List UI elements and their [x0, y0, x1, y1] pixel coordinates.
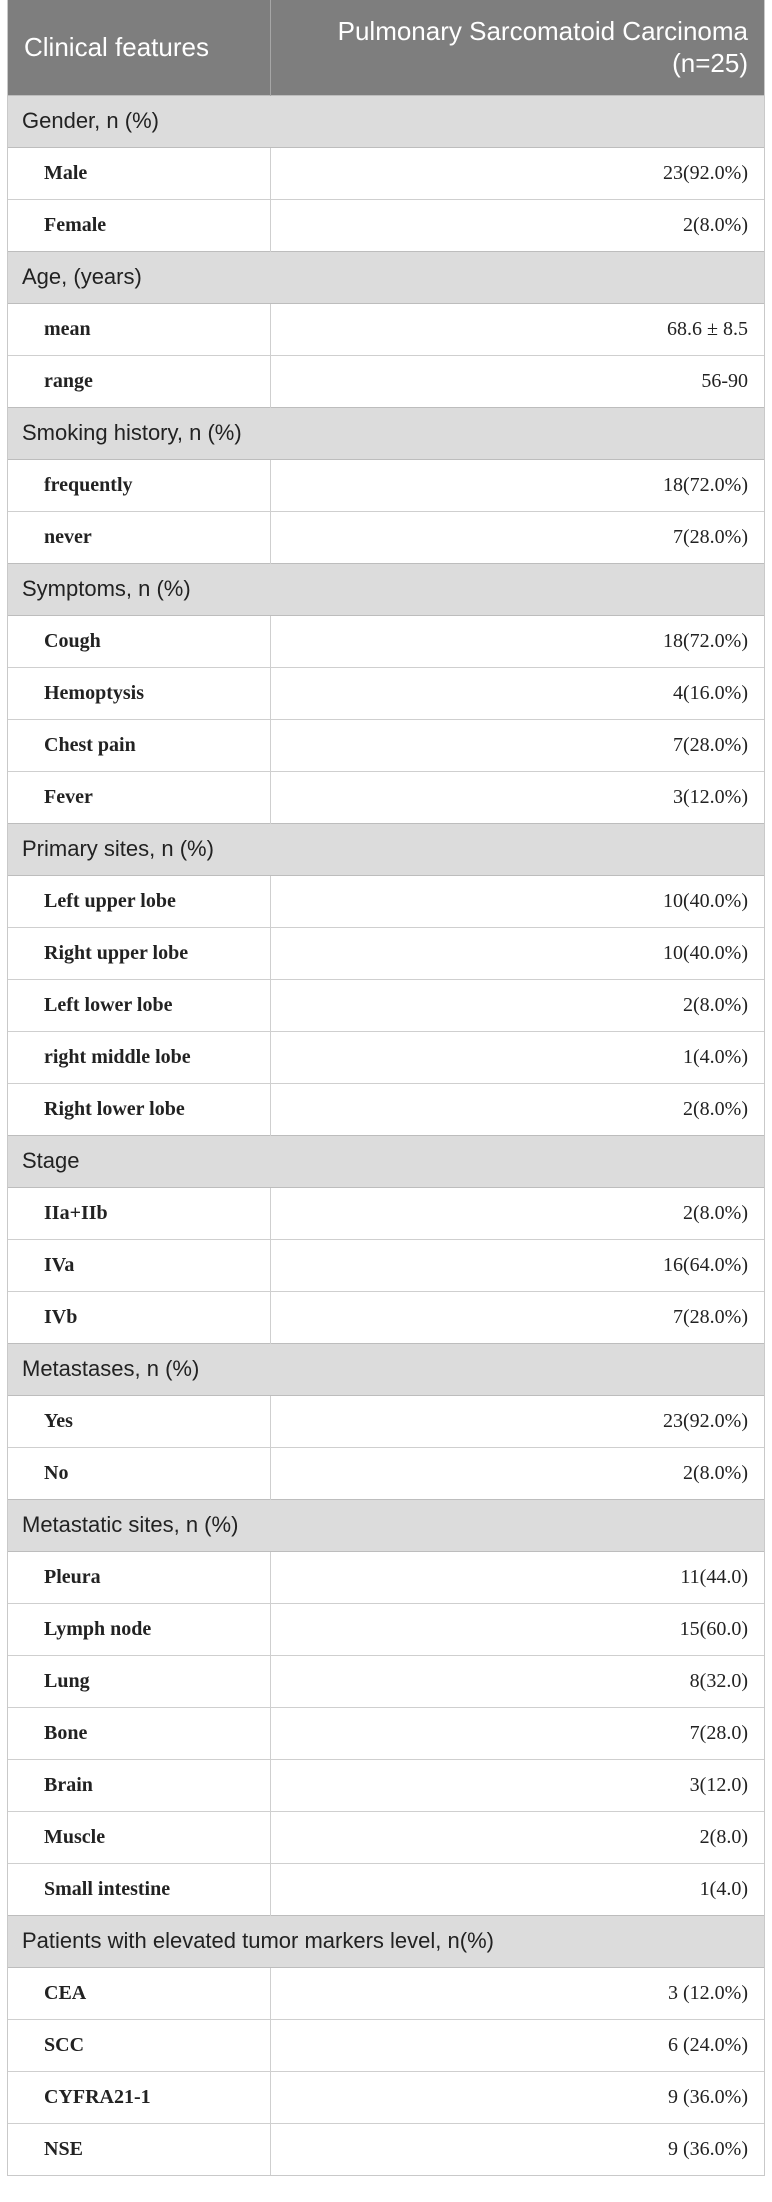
row-value: 4(16.0%) [270, 667, 764, 719]
row-label: Right lower lobe [8, 1083, 270, 1135]
header-pulmonary-sarcomatoid-carcinoma [270, 0, 764, 95]
row-label: Small intestine [8, 1863, 270, 1915]
table-row [8, 771, 764, 823]
row-value: 3(12.0%) [270, 771, 764, 823]
row-value: 9 (36.0%) [270, 2071, 764, 2123]
table-row [8, 1187, 764, 1239]
row-label: mean [8, 303, 270, 355]
row-value: 68.6 ± 8.5 [270, 303, 764, 355]
table-row [8, 2071, 764, 2123]
section-title: Gender, n (%) [8, 95, 764, 147]
row-label: Female [8, 199, 270, 251]
row-value: 10(40.0%) [270, 875, 764, 927]
table-row [8, 1291, 764, 1343]
section-header-row [8, 251, 764, 303]
table-row [8, 1759, 764, 1811]
row-label: Chest pain [8, 719, 270, 771]
header-col2-line1: Pulmonary Sarcomatoid Carcinoma [337, 16, 748, 47]
row-value: 2(8.0%) [270, 199, 764, 251]
row-label: Pleura [8, 1551, 270, 1603]
row-label: IVa [8, 1239, 270, 1291]
table-row [8, 1655, 764, 1707]
table-row [8, 199, 764, 251]
row-label: Left lower lobe [8, 979, 270, 1031]
section-title: Metastatic sites, n (%) [8, 1499, 764, 1551]
row-label: Yes [8, 1395, 270, 1447]
row-value: 7(28.0) [270, 1707, 764, 1759]
row-value: 6 (24.0%) [270, 2019, 764, 2071]
section-header-row [8, 823, 764, 875]
row-label: range [8, 355, 270, 407]
row-label: frequently [8, 459, 270, 511]
row-label: never [8, 511, 270, 563]
clinical-features-table-container [7, 0, 765, 2176]
row-label: Male [8, 147, 270, 199]
table-row [8, 615, 764, 667]
table-row [8, 979, 764, 1031]
table-row [8, 459, 764, 511]
row-label: IVb [8, 1291, 270, 1343]
row-value: 23(92.0%) [270, 147, 764, 199]
section-title: Primary sites, n (%) [8, 823, 764, 875]
table-row [8, 147, 764, 199]
row-value: 23(92.0%) [270, 1395, 764, 1447]
table-row [8, 355, 764, 407]
section-title: Stage [8, 1135, 764, 1187]
row-label: CEA [8, 1967, 270, 2019]
row-value: 2(8.0) [270, 1811, 764, 1863]
table-row [8, 1967, 764, 2019]
section-header-row [8, 1915, 764, 1967]
row-value: 7(28.0%) [270, 1291, 764, 1343]
row-label: SCC [8, 2019, 270, 2071]
row-value: 11(44.0) [270, 1551, 764, 1603]
section-title: Smoking history, n (%) [8, 407, 764, 459]
row-label: NSE [8, 2123, 270, 2175]
clinical-features-table [8, 0, 764, 2175]
table-body [8, 95, 764, 2175]
header-clinical-features: Clinical features [8, 0, 270, 95]
row-value: 3 (12.0%) [270, 1967, 764, 2019]
section-header-row [8, 1499, 764, 1551]
row-label: No [8, 1447, 270, 1499]
table-row [8, 875, 764, 927]
row-value: 56-90 [270, 355, 764, 407]
table-row [8, 1239, 764, 1291]
row-value: 2(8.0%) [270, 1083, 764, 1135]
section-header-row [8, 407, 764, 459]
row-label: Fever [8, 771, 270, 823]
row-value: 8(32.0) [270, 1655, 764, 1707]
section-title: Age, (years) [8, 251, 764, 303]
section-title: Metastases, n (%) [8, 1343, 764, 1395]
table-row [8, 303, 764, 355]
table-row [8, 2123, 764, 2175]
table-row [8, 1031, 764, 1083]
row-label: Lymph node [8, 1603, 270, 1655]
row-label: Bone [8, 1707, 270, 1759]
row-label: Lung [8, 1655, 270, 1707]
table-row [8, 1395, 764, 1447]
header-col2-line2: (n=25) [672, 48, 748, 79]
section-title: Patients with elevated tumor markers level, n(%) [8, 1915, 764, 1967]
row-value: 15(60.0) [270, 1603, 764, 1655]
row-label: Brain [8, 1759, 270, 1811]
row-value: 2(8.0%) [270, 1447, 764, 1499]
table-row [8, 927, 764, 979]
table-row [8, 511, 764, 563]
row-label: CYFRA21-1 [8, 2071, 270, 2123]
table-row [8, 1811, 764, 1863]
row-label: Cough [8, 615, 270, 667]
row-value: 1(4.0%) [270, 1031, 764, 1083]
row-value: 7(28.0%) [270, 719, 764, 771]
row-value: 18(72.0%) [270, 615, 764, 667]
section-title: Symptoms, n (%) [8, 563, 764, 615]
row-value: 1(4.0) [270, 1863, 764, 1915]
table-row [8, 1447, 764, 1499]
table-row [8, 667, 764, 719]
table-header-row [8, 0, 764, 95]
row-label: Left upper lobe [8, 875, 270, 927]
row-value: 9 (36.0%) [270, 2123, 764, 2175]
row-label: IIa+IIb [8, 1187, 270, 1239]
row-value: 3(12.0) [270, 1759, 764, 1811]
table-row [8, 1707, 764, 1759]
table-row [8, 1083, 764, 1135]
table-row [8, 2019, 764, 2071]
row-label: Muscle [8, 1811, 270, 1863]
row-label: Hemoptysis [8, 667, 270, 719]
section-header-row [8, 1135, 764, 1187]
section-header-row [8, 1343, 764, 1395]
section-header-row [8, 95, 764, 147]
row-value: 18(72.0%) [270, 459, 764, 511]
row-label: Right upper lobe [8, 927, 270, 979]
row-value: 2(8.0%) [270, 1187, 764, 1239]
table-row [8, 1603, 764, 1655]
table-row [8, 1863, 764, 1915]
table-row [8, 1551, 764, 1603]
row-value: 2(8.0%) [270, 979, 764, 1031]
row-value: 16(64.0%) [270, 1239, 764, 1291]
table-row [8, 719, 764, 771]
section-header-row [8, 563, 764, 615]
row-value: 7(28.0%) [270, 511, 764, 563]
row-value: 10(40.0%) [270, 927, 764, 979]
row-label: right middle lobe [8, 1031, 270, 1083]
